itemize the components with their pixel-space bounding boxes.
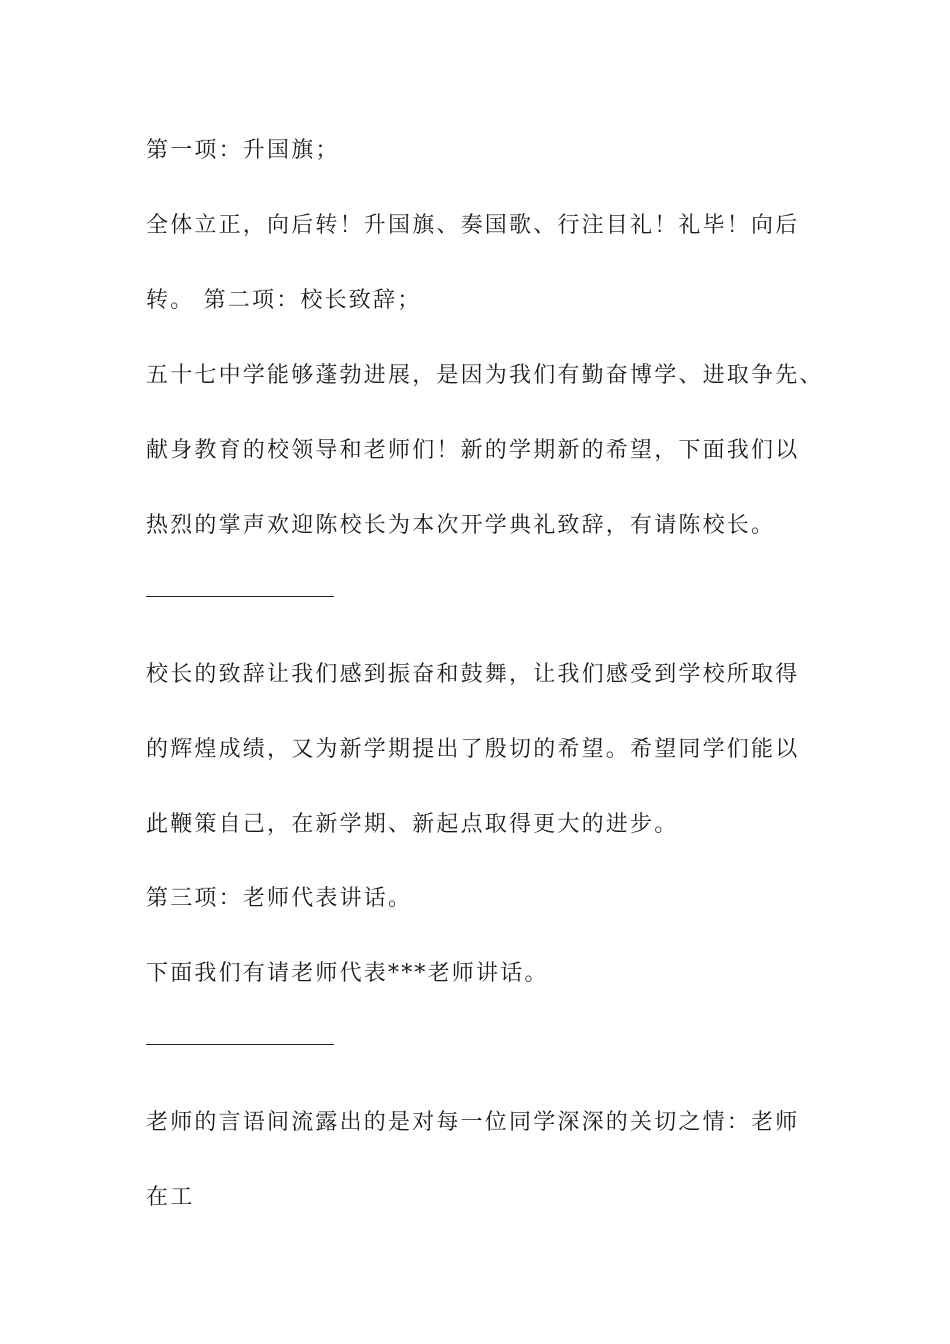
text-line: 此鞭策自己，在新学期、新起点取得更大的进步。: [146, 812, 679, 837]
text-line: 在工: [146, 1185, 195, 1210]
text-line: 全体立正，向后转！升国旗、奏国歌、行注目礼！礼毕！向后: [146, 213, 800, 238]
text-line: 五十七中学能够蓬勃进展，是因为我们有勤奋博学、进取争先、: [146, 363, 824, 388]
separator-line: [146, 596, 334, 597]
text-line: 转。 第二项：校长致辞；: [146, 288, 422, 313]
text-line: 献身教育的校领导和老师们！新的学期新的希望，下面我们以: [146, 438, 800, 463]
text-line: 热烈的掌声欢迎陈校长为本次开学典礼致辞，有请陈校长。: [146, 513, 776, 538]
text-line: 校长的致辞让我们感到振奋和鼓舞，让我们感受到学校所取得: [146, 662, 800, 687]
text-line: 的辉煌成绩，又为新学期提出了殷切的希望。希望同学们能以: [146, 737, 800, 762]
text-line: 老师的言语间流露出的是对每一位同学深深的关切之情：老师: [146, 1110, 800, 1135]
text-line: 第三项：老师代表讲话。: [146, 886, 413, 911]
text-line: 第一项：升国旗；: [146, 138, 340, 163]
text-line: 下面我们有请老师代表***老师讲话。: [146, 961, 549, 986]
separator-line: [146, 1044, 334, 1045]
